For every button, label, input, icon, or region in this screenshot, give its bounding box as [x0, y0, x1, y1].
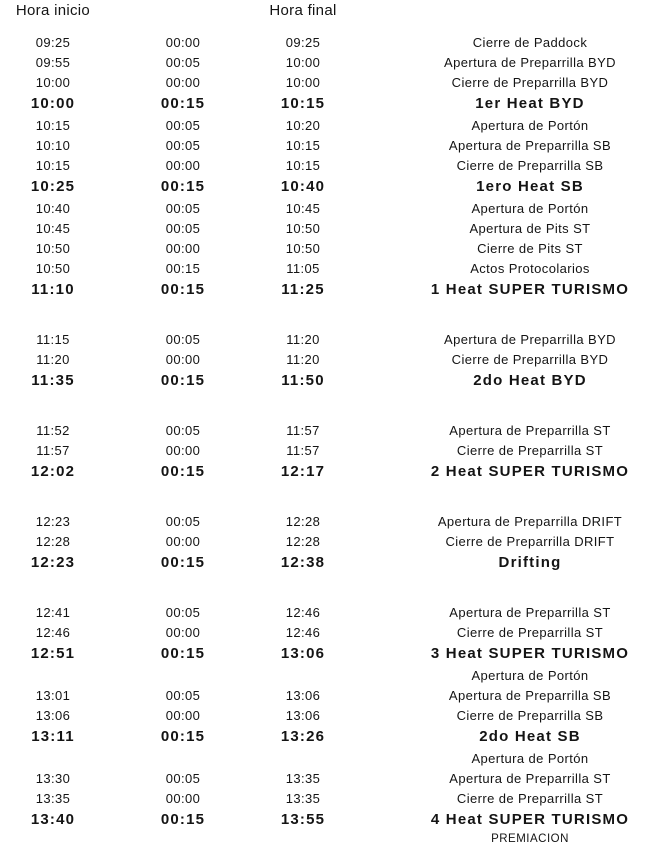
event-cell: 1ero Heat SB — [476, 178, 584, 195]
event-cell: Apertura de Preparrilla SB — [448, 687, 612, 703]
duration-cell: 00:05 — [165, 604, 201, 620]
duration-cell: 00:00 — [165, 624, 201, 640]
event-cell: 1 Heat SUPER TURISMO — [430, 281, 630, 298]
table-row — [0, 115, 672, 135]
event-cell: Cierre de Preparrilla ST — [456, 790, 604, 806]
table-row — [0, 369, 672, 392]
start-time-cell: 12:46 — [35, 624, 71, 640]
start-time-cell: 11:52 — [36, 422, 70, 438]
end-time-cell: 11:20 — [286, 351, 320, 367]
start-time-cell: 10:00 — [35, 74, 71, 90]
event-cell: 4 Heat SUPER TURISMO — [430, 811, 630, 828]
start-time-cell: 10:50 — [35, 260, 71, 276]
start-time-cell: 12:51 — [30, 645, 76, 662]
duration-cell: 00:15 — [160, 372, 206, 389]
end-time-cell: 10:50 — [285, 220, 321, 236]
duration-cell: 00:15 — [160, 645, 206, 662]
event-cell: Apertura de Pits ST — [469, 220, 591, 236]
duration-cell: 00:00 — [165, 707, 201, 723]
table-row — [0, 831, 672, 847]
event-cell: Apertura de Portón — [471, 750, 589, 766]
end-time-cell: 10:20 — [285, 117, 321, 133]
table-row — [0, 808, 672, 831]
table-row — [0, 278, 672, 301]
table-row — [0, 218, 672, 238]
event-cell: Drifting — [498, 554, 562, 571]
table-row — [0, 748, 672, 768]
duration-cell: 00:05 — [165, 687, 201, 703]
duration-cell: 00:05 — [165, 200, 201, 216]
duration-cell: 00:00 — [165, 157, 201, 173]
schedule-rows — [0, 32, 672, 847]
event-cell: Cierre de Preparrilla BYD — [451, 74, 609, 90]
event-cell: Cierre de Pits ST — [477, 240, 583, 256]
duration-cell: 00:15 — [160, 554, 206, 571]
start-time-cell: 13:06 — [35, 707, 71, 723]
start-time-cell: 10:50 — [35, 240, 71, 256]
end-time-cell: 12:46 — [285, 624, 321, 640]
start-time-cell: 10:15 — [35, 157, 71, 173]
end-time-cell: 11:05 — [286, 260, 320, 276]
end-time-cell: 11:25 — [281, 281, 325, 298]
end-time-cell: 13:26 — [280, 728, 326, 745]
event-cell: 2do Heat BYD — [473, 372, 587, 389]
start-time-cell: 11:20 — [36, 351, 70, 367]
event-cell: Apertura de Preparrilla BYD — [444, 54, 616, 70]
duration-cell: 00:15 — [160, 728, 206, 745]
end-time-cell: 10:15 — [285, 137, 321, 153]
table-row — [0, 788, 672, 808]
table-row — [0, 349, 672, 369]
duration-cell: 00:15 — [160, 811, 206, 828]
event-cell: Cierre de Preparrilla ST — [456, 624, 604, 640]
start-time-cell: 09:25 — [35, 34, 71, 50]
end-time-cell: 12:28 — [285, 513, 321, 529]
start-time-cell: 10:45 — [35, 220, 71, 236]
start-time-cell: 13:40 — [30, 811, 76, 828]
duration-cell: 00:05 — [165, 422, 201, 438]
table-row — [0, 329, 672, 349]
end-time-cell: 12:46 — [285, 604, 321, 620]
start-time-cell: 10:25 — [30, 178, 76, 195]
end-time-cell: 10:45 — [285, 200, 321, 216]
table-row — [0, 440, 672, 460]
start-time-cell: 11:10 — [31, 281, 75, 298]
end-time-cell: 13:06 — [285, 687, 321, 703]
column-header-hora-final: Hora final — [269, 2, 337, 19]
event-cell: Cierre de Preparrilla DRIFT — [445, 533, 615, 549]
end-time-cell: 11:20 — [286, 331, 320, 347]
event-cell: Cierre de Preparrilla SB — [456, 707, 604, 723]
end-time-cell: 10:15 — [280, 95, 326, 112]
end-time-cell: 12:28 — [285, 533, 321, 549]
table-row — [0, 155, 672, 175]
duration-cell: 00:00 — [165, 351, 201, 367]
event-cell: Apertura de Preparrilla DRIFT — [437, 513, 623, 529]
event-cell: Apertura de Portón — [471, 667, 589, 683]
start-time-cell: 13:01 — [35, 687, 71, 703]
column-header-hora-inicio: Hora inicio — [15, 2, 91, 19]
table-row — [0, 32, 672, 52]
start-time-cell: 10:15 — [35, 117, 71, 133]
table-row — [0, 642, 672, 665]
event-cell: Apertura de Portón — [471, 200, 589, 216]
table-row — [0, 705, 672, 725]
duration-cell: 00:05 — [165, 117, 201, 133]
duration-cell: 00:05 — [165, 331, 201, 347]
table-row — [0, 52, 672, 72]
end-time-cell: 10:40 — [280, 178, 326, 195]
event-cell: Apertura de Preparrilla SB — [448, 137, 612, 153]
start-time-cell: 12:28 — [35, 533, 71, 549]
end-time-cell: 13:35 — [285, 770, 321, 786]
event-cell: Apertura de Preparrilla ST — [449, 770, 611, 786]
duration-cell: 00:15 — [160, 463, 206, 480]
duration-cell: 00:15 — [160, 95, 206, 112]
end-time-cell: 12:38 — [280, 554, 326, 571]
table-row — [0, 198, 672, 218]
end-time-cell: 13:06 — [280, 645, 326, 662]
event-cell: Cierre de Preparrilla SB — [456, 157, 604, 173]
end-time-cell: 11:57 — [286, 442, 320, 458]
start-time-cell: 11:15 — [36, 331, 70, 347]
event-cell: Actos Protocolarios — [470, 260, 590, 276]
end-time-cell: 10:15 — [285, 157, 321, 173]
start-time-cell: 13:11 — [31, 728, 75, 745]
end-time-cell: 11:50 — [281, 372, 325, 389]
duration-cell: 00:05 — [165, 770, 201, 786]
table-row — [0, 72, 672, 92]
table-row — [0, 665, 672, 685]
start-time-cell: 13:30 — [35, 770, 71, 786]
start-time-cell: 10:40 — [35, 200, 71, 216]
event-cell: Apertura de Portón — [471, 117, 589, 133]
duration-cell: 00:15 — [165, 260, 201, 276]
duration-cell: 00:15 — [160, 178, 206, 195]
end-time-cell: 12:17 — [280, 463, 326, 480]
duration-cell: 00:15 — [160, 281, 206, 298]
end-time-cell: 09:25 — [285, 34, 321, 50]
table-row — [0, 460, 672, 483]
table-row — [0, 92, 672, 115]
start-time-cell: 10:00 — [30, 95, 76, 112]
event-cell: Cierre de Paddock — [472, 34, 588, 50]
start-time-cell: 12:23 — [35, 513, 71, 529]
end-time-cell: 13:55 — [280, 811, 326, 828]
duration-cell: 00:00 — [165, 790, 201, 806]
table-row — [0, 135, 672, 155]
duration-cell: 00:00 — [165, 533, 201, 549]
start-time-cell: 12:41 — [35, 604, 71, 620]
start-time-cell: 11:57 — [36, 442, 70, 458]
table-row — [0, 622, 672, 642]
table-row — [0, 725, 672, 748]
table-row — [0, 420, 672, 440]
event-cell: Cierre de Preparrilla BYD — [451, 351, 609, 367]
duration-cell: 00:05 — [165, 54, 201, 70]
event-cell: PREMIACION — [491, 833, 569, 845]
table-row — [0, 768, 672, 788]
duration-cell: 00:00 — [165, 240, 201, 256]
event-cell: Apertura de Preparrilla ST — [449, 422, 611, 438]
start-time-cell: 12:02 — [30, 463, 76, 480]
end-time-cell: 13:35 — [285, 790, 321, 806]
end-time-cell: 10:00 — [285, 74, 321, 90]
start-time-cell: 10:10 — [35, 137, 71, 153]
table-row — [0, 602, 672, 622]
start-time-cell: 13:35 — [35, 790, 71, 806]
end-time-cell: 11:57 — [286, 422, 320, 438]
duration-cell: 00:00 — [165, 74, 201, 90]
table-row — [0, 238, 672, 258]
duration-cell: 00:05 — [165, 220, 201, 236]
duration-cell: 00:05 — [165, 137, 201, 153]
event-cell: Apertura de Preparrilla BYD — [444, 331, 616, 347]
table-header-row — [0, 2, 672, 32]
table-row — [0, 175, 672, 198]
end-time-cell: 13:06 — [285, 707, 321, 723]
event-cell: Apertura de Preparrilla ST — [449, 604, 611, 620]
table-row — [0, 258, 672, 278]
end-time-cell: 10:50 — [285, 240, 321, 256]
duration-cell: 00:00 — [165, 34, 201, 50]
event-cell: Cierre de Preparrilla ST — [456, 442, 604, 458]
table-row — [0, 511, 672, 531]
end-time-cell: 10:00 — [285, 54, 321, 70]
table-row — [0, 531, 672, 551]
event-cell: 2do Heat SB — [479, 728, 581, 745]
event-cell: 2 Heat SUPER TURISMO — [430, 463, 630, 480]
duration-cell: 00:00 — [165, 442, 201, 458]
table-row — [0, 551, 672, 574]
start-time-cell: 09:55 — [35, 54, 71, 70]
table-row — [0, 685, 672, 705]
start-time-cell: 11:35 — [31, 372, 75, 389]
event-cell: 1er Heat BYD — [475, 95, 585, 112]
start-time-cell: 12:23 — [30, 554, 76, 571]
event-cell: 3 Heat SUPER TURISMO — [430, 645, 630, 662]
duration-cell: 00:05 — [165, 513, 201, 529]
